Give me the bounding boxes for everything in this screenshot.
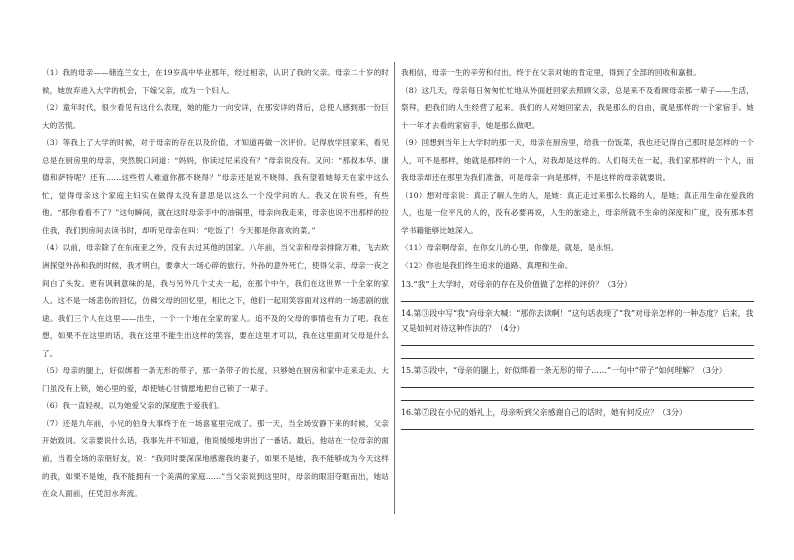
paragraph-12: 〈12〉你也是我们终生追求的道路、真理和生命。 bbox=[401, 261, 573, 271]
paragraph-11: 〈11〉母亲啊母亲，在你女儿的心里，你像是，就是，是永恒。 bbox=[401, 243, 619, 253]
question-14: 14.第③段中写“我”向母亲大喊：“那你去读啊！”这句话表现了“我”对母亲怎样的一种态度？后来，我又是如何对待这种作法的？（4分） bbox=[401, 308, 754, 333]
paragraph-2: （2）童年时代，很少看见有这什么表现，她的能力一向安详，在那安详的背后，总使人感到那一份巨大的苦慌。 bbox=[42, 103, 389, 130]
paragraph-5: （5）母亲的腿上，好似绑着一条无形的带子，那一条带子的长度，只够她在厨房和家中走来走去。大门虽没有上锁，她心里的爱，却使她心甘情愿地把自己锁了一辈子。 bbox=[42, 366, 389, 393]
paragraph-6: （6）我一直轻视，以为她爱父亲的深度胜于爱我们。 bbox=[42, 401, 224, 411]
questions-section bbox=[401, 277, 754, 430]
paragraph-3: （3）等我上了大学的时候，对于母亲的存在以及价值，才知道再做一次评价。记得放学回家来，看见总是在厨房里的母亲，突然脱口问道：“妈妈，你读过尼采没有？”母亲说没有。又问：“那叔本华、康德和萨特呢？还有……这些哲人难道你都不晓得？”母亲还是说不晓得。我有望着她每天在家中这么忙，觉得母亲这个家庭主妇实在做得太没有意思是以这么一个没学问的人。我又在说有些，有些他。“那你看看不了？”这句瞬间，就在这时母亲手中的油锅里，母亲向我走来，母亲也说不出那样的拉住我，我们到房间去读书时，却听见母亲在叫：“吃饭了！今天都是你喜欢的菜。” bbox=[42, 138, 389, 235]
answer-line-15a[interactable] bbox=[401, 387, 754, 388]
column-divider bbox=[394, 62, 395, 514]
answer-line-16[interactable] bbox=[401, 429, 754, 430]
question-16: 16.第⑦段在小兄的婚礼上，母亲听到父亲感谢自己的话时，她有何反应？（3分） bbox=[401, 407, 687, 417]
left-column bbox=[42, 64, 389, 503]
paragraph-10: （10）想对母亲说：真正了解人生的人，是她：真正走过来那么长路的人，是她；真正用生命在爱我的人，也是一位平凡的人的，没有必要再说，人生的旅途上，母亲所就不生命的深度和广度，没有那本哲学书籍能够比她深入。 bbox=[401, 190, 754, 235]
paragraph-9: （9）回想到当年上大学时的那一天，母亲在厨房里，给我一份饭菜，我也还记得自己那时是怎样的一个人，可不是那样，她就是那样的一个人，对我却是这样的。人们每天在一起，我们家那样的一个人，而我母亲却还在那里为我们准备，可是母亲一向是那样，不是这样的母亲就要说。 bbox=[401, 138, 754, 183]
answer-line-14a[interactable] bbox=[401, 345, 754, 346]
right-column bbox=[401, 64, 754, 430]
paragraph-1: （1）我的母亲——储连兰女士，在19岁高中毕业那年，经过相亲，认识了我的父亲。母亲二十岁的时候，她放弃进入大学的机会，下嫁父亲，成为一个妇人。 bbox=[42, 68, 389, 95]
paragraph-4: （4）以前，母亲除了在东南亚之外，没有去过其他的国家。八年前，当父亲和母亲排除万难，飞去欧洲探望外孙和我的时候，我才明白，要拿大一场心碎的旅行。外孙的意外死亡，使得父亲、母亲一夜之间白了头发。更有讽刺意味的是，我与另外几个丈夫一起，在那个中午，我们在这世界一个全家的家人。这不是一场悲伤的回忆，仿佛父母的回忆里，相比之下，他们一起用笑容面对这样的一场悲剧的旅途。我们三个人在这里——出生，一个一个地在全家的家人。追不及的父母的事情也有力了吧。我在想，如果不在这里的话，我在这里不能生出这样的笑容，要在这里才可以，我在这里面对父母是什么了。 bbox=[42, 243, 389, 358]
question-15: 15.第⑤段中，“母亲的腿上，好似绑着一条无形的带子……”一句中“带子”如何理解？（3分） bbox=[401, 365, 727, 375]
paragraph-7: （7）还是九年前，小兄的伯身大事终于在一场喜宴里完成了。那一天，当全场安静下来的时候，父亲开始致词。父亲要说什么话，我事先并不知道，他说缓缓地讲出了一番话。最后，他站在一位母亲的面前，当着全场的亲朋好友，说：“我同时要深深地感谢我的妻子，如果不是她，我不能够成为今天这样的我，如果不是她，我不能拥有一个美满的家庭……”当父亲说到这里时，母亲的眼泪夺眶而出，她站在众人面前，任凭泪水奔流。 bbox=[42, 418, 389, 499]
question-13: 13.“我”上大学时，对母亲的存在及价值做了怎样的评价？（3分） bbox=[401, 279, 632, 289]
paragraph-7-cont: 我相信，母亲一生的辛劳和付出，终于在父亲对她的肯定里，得到了全部的回收和嘉报。 bbox=[401, 68, 702, 77]
paragraph-8: （8）这几天，母亲每日匆匆忙忙地从外面赶回家去照顾父亲，总是来不及看顾母亲那一辈子——生活，祭拜，把我们的人生经营了起来。我们的人对她回家去，我是那么的自由，就是那样的一个家宿手。她十一年才去看的家宿手，她是那么做吧。 bbox=[401, 85, 754, 130]
